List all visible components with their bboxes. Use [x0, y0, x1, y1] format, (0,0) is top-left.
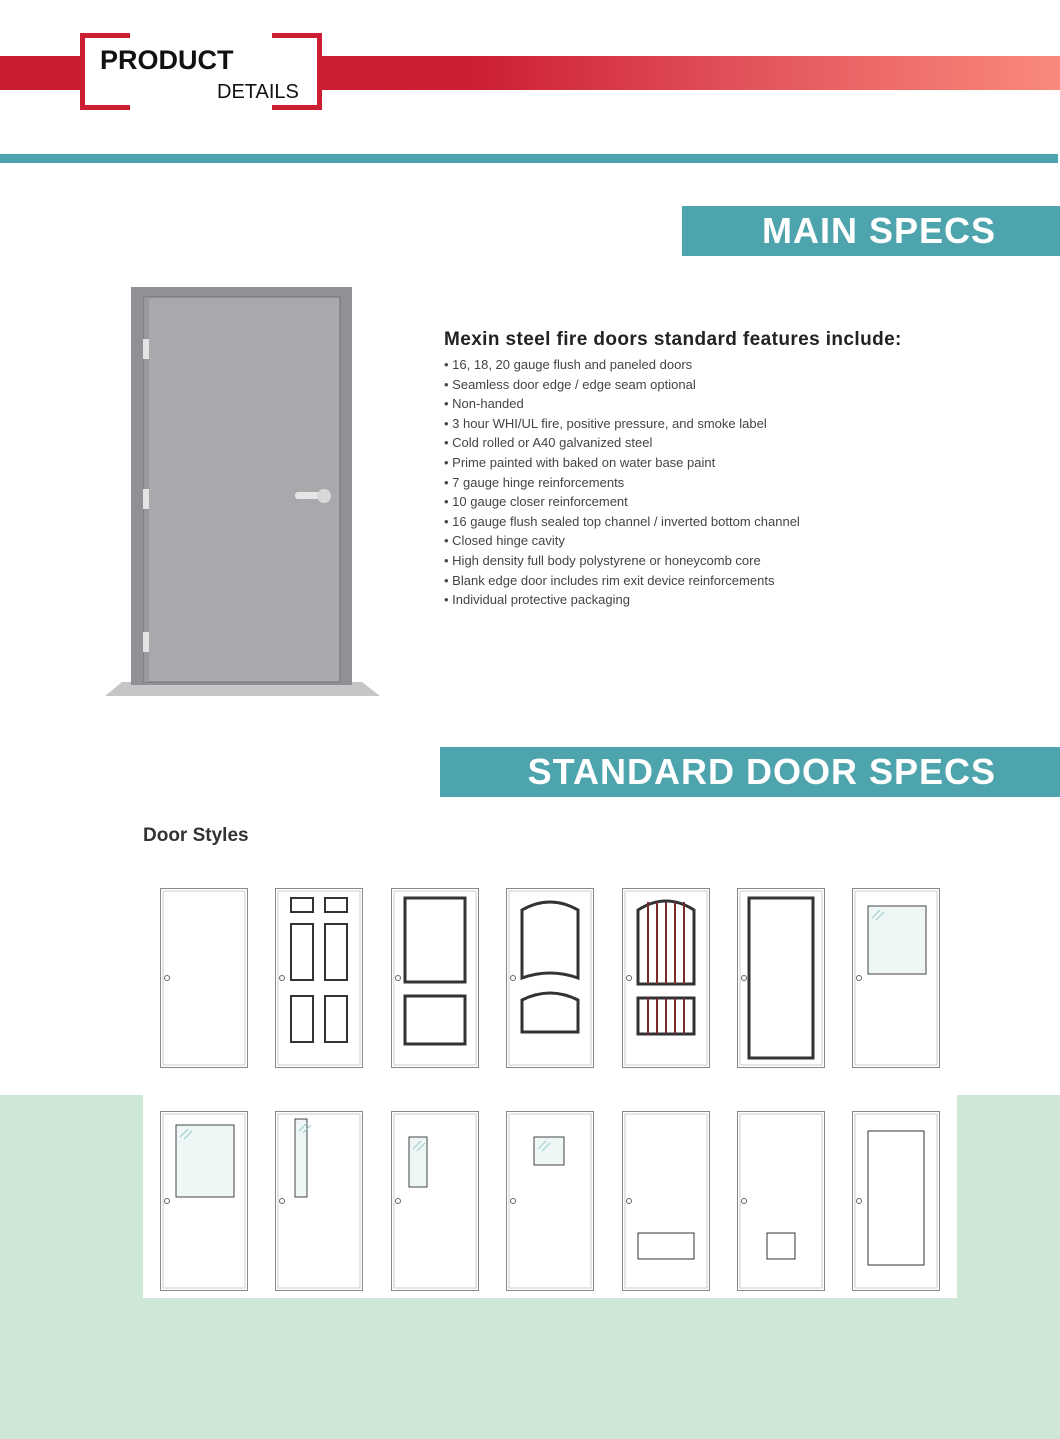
feature-item: • Blank edge door includes rim exit device reinforcements	[444, 571, 800, 591]
door-style-11	[506, 1111, 594, 1291]
main-specs-title: MAIN SPECS	[761, 210, 996, 251]
door-style-8	[160, 1111, 248, 1291]
door-style-icon	[622, 888, 710, 1068]
door-style-icon	[622, 1111, 710, 1291]
door-style-10	[391, 1111, 479, 1291]
door-style-icon	[275, 888, 363, 1068]
main-specs-banner	[682, 206, 1060, 256]
door-style-icon	[391, 1111, 479, 1291]
door-style-2	[275, 888, 363, 1068]
door-style-14	[852, 1111, 940, 1291]
door-style-3	[391, 888, 479, 1068]
door-style-icon	[506, 888, 594, 1068]
door-style-1	[160, 888, 248, 1068]
product-details-logo	[80, 33, 322, 110]
feature-item: • Individual protective packaging	[444, 590, 800, 610]
door-style-12	[622, 1111, 710, 1291]
door-style-icon	[160, 1111, 248, 1291]
feature-item: • 10 gauge closer reinforcement	[444, 492, 800, 512]
feature-item: • Closed hinge cavity	[444, 531, 800, 551]
door-style-icon	[391, 888, 479, 1068]
door-style-13	[737, 1111, 825, 1291]
features-list	[444, 355, 800, 610]
door-style-icon	[160, 888, 248, 1068]
door-style-6	[737, 888, 825, 1068]
header-title: PRODUCT	[100, 45, 234, 75]
feature-item: • High density full body polystyrene or honeycomb core	[444, 551, 800, 571]
door-style-icon	[275, 1111, 363, 1291]
steel-door-illustration	[100, 284, 385, 704]
feature-item: • 16, 18, 20 gauge flush and paneled doors	[444, 355, 800, 375]
door-style-7	[852, 888, 940, 1068]
feature-item: • Non-handed	[444, 394, 800, 414]
feature-item: • Prime painted with baked on water base paint	[444, 453, 800, 473]
door-style-icon	[506, 1111, 594, 1291]
header-subtitle: DETAILS	[217, 81, 299, 103]
feature-item: • 7 gauge hinge reinforcements	[444, 473, 800, 493]
door-style-icon	[737, 1111, 825, 1291]
feature-item: • Cold rolled or A40 galvanized steel	[444, 433, 800, 453]
door-style-4	[506, 888, 594, 1068]
door-style-icon	[737, 888, 825, 1068]
feature-item: • 3 hour WHI/UL fire, positive pressure, and smoke label	[444, 414, 800, 434]
door-styles-label: Door Styles	[143, 825, 249, 846]
divider	[0, 154, 1058, 163]
standard-door-specs-banner	[440, 747, 1060, 797]
standard-door-specs-title: STANDARD DOOR SPECS	[527, 751, 996, 792]
door-style-5	[622, 888, 710, 1068]
feature-item: • Seamless door edge / edge seam optional	[444, 375, 800, 395]
door-style-icon	[852, 1111, 940, 1291]
features-title: Mexin steel fire doors standard features include:	[444, 329, 902, 350]
door-style-icon	[852, 888, 940, 1068]
door-style-9	[275, 1111, 363, 1291]
feature-item: • 16 gauge flush sealed top channel / inverted bottom channel	[444, 512, 800, 532]
